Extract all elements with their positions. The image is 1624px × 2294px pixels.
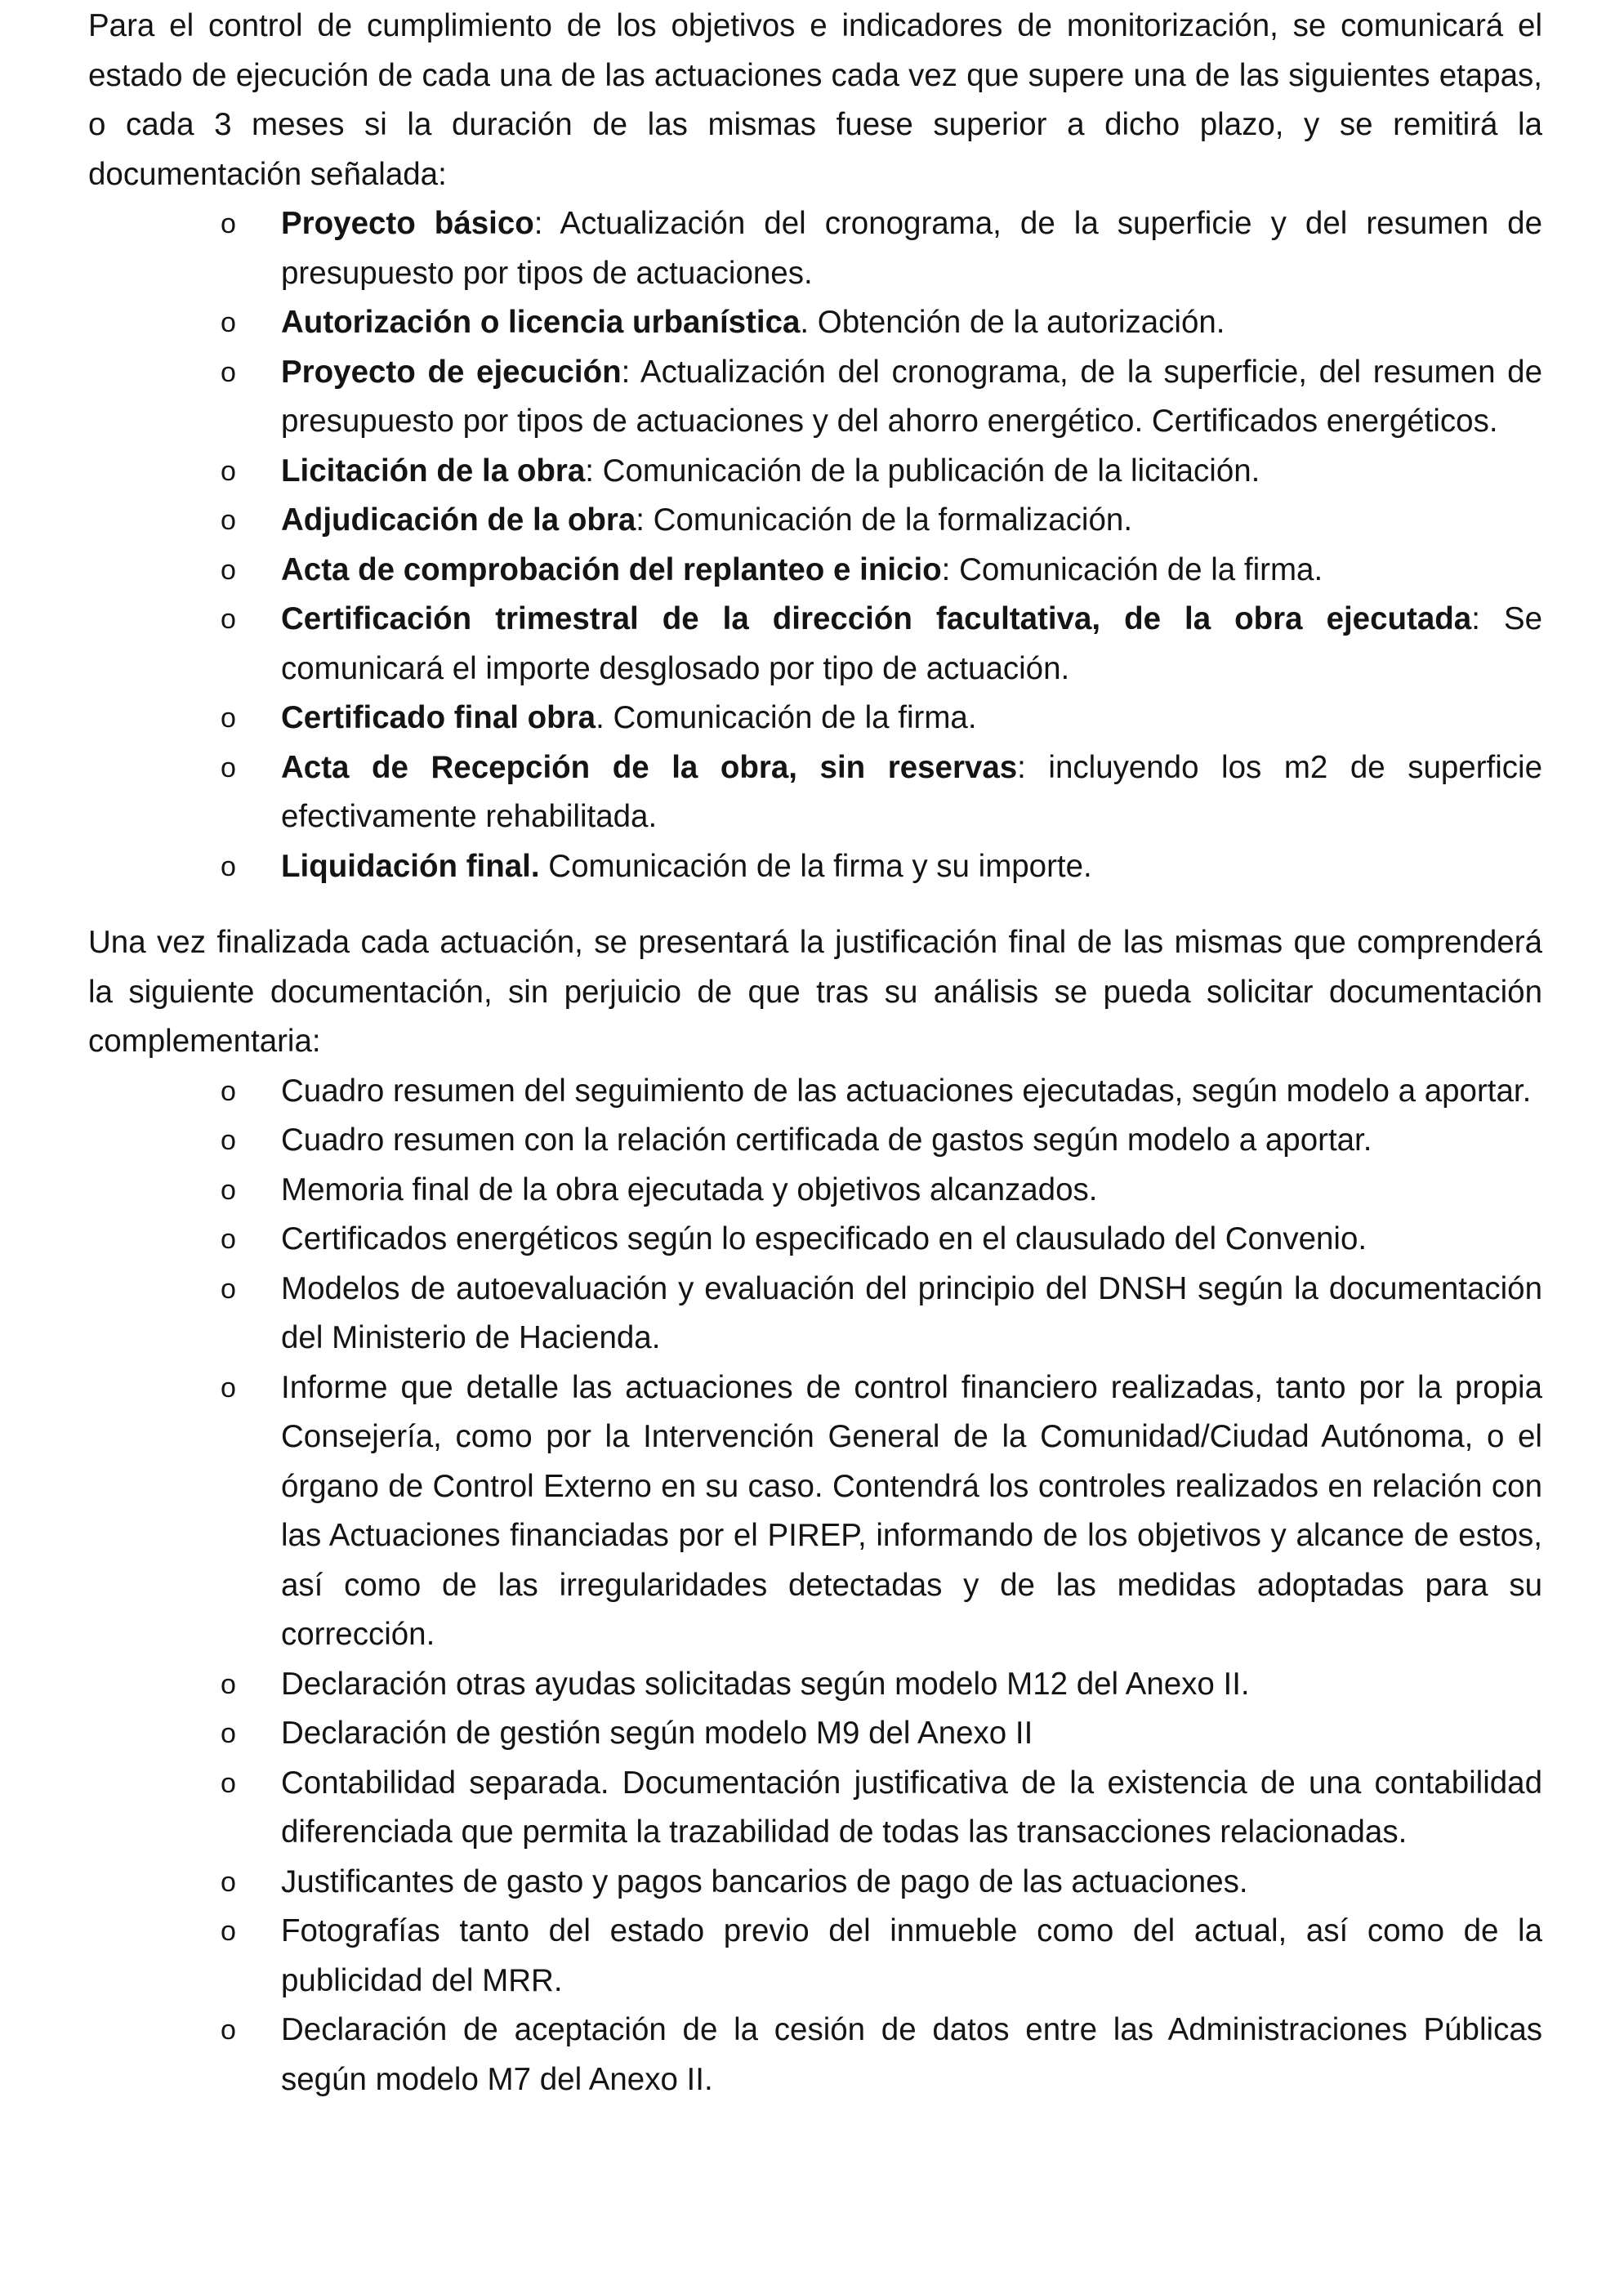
bullet-marker: o xyxy=(221,1372,236,1404)
documents-list xyxy=(88,1067,1542,2105)
bullet-marker: o xyxy=(221,554,236,586)
stage-title: Acta de Recepción de la obra, sin reservas xyxy=(281,749,1018,785)
bullet-marker: o xyxy=(221,1125,236,1156)
bullet-marker: o xyxy=(221,1174,236,1206)
bullet-marker: o xyxy=(221,1767,236,1799)
justification-intro-paragraph: Una vez finalizada cada actuación, se presentará la justificación final de las mismas que comprenderá la siguiente documentación, sin perjuicio de que tras su análisis se pueda solicitar documentación complementaria: xyxy=(88,925,1542,1059)
list-item xyxy=(88,1067,1542,1117)
bullet-marker: o xyxy=(221,1718,236,1749)
bullet-marker: o xyxy=(221,1075,236,1107)
list-item xyxy=(88,694,1542,743)
document-text: Declaración otras ayudas solicitadas según modelo M12 del Anexo II. xyxy=(281,1666,1250,1702)
document-text: Cuadro resumen del seguimiento de las actuaciones ejecutadas, según modelo a aportar. xyxy=(281,1073,1532,1109)
stage-title: Proyecto básico xyxy=(281,206,534,241)
bullet-marker: o xyxy=(221,850,236,882)
bullet-marker: o xyxy=(221,703,236,734)
list-item xyxy=(88,199,1542,298)
bullet-marker: o xyxy=(221,752,236,783)
document-text: Declaración de aceptación de la cesión de datos entre las Administraciones Públicas según modelo M7 del Anexo II. xyxy=(281,2012,1542,2097)
bullet-marker: o xyxy=(221,356,236,388)
list-item xyxy=(88,1907,1542,2006)
document-text: Certificados energéticos según lo especificado en el clausulado del Convenio. xyxy=(281,1221,1367,1256)
stage-text: . Obtención de la autorización. xyxy=(800,305,1225,340)
list-item xyxy=(88,546,1542,596)
list-item xyxy=(88,2006,1542,2104)
bullet-marker: o xyxy=(221,1668,236,1700)
list-item xyxy=(88,1660,1542,1710)
list-item xyxy=(88,1363,1542,1660)
document-text: Cuadro resumen con la relación certificada de gastos según modelo a aportar. xyxy=(281,1122,1372,1158)
list-item xyxy=(88,743,1542,842)
bullet-marker: o xyxy=(221,455,236,487)
document-page xyxy=(88,0,1542,2104)
stage-text: : Actualización del cronograma, de la superficie y del resumen de presupuesto por tipos de actuaciones. xyxy=(281,206,1542,291)
list-item xyxy=(88,1759,1542,1858)
stage-title: Acta de comprobación del replanteo e inicio xyxy=(281,551,942,587)
bullet-marker: o xyxy=(221,604,236,635)
bullet-marker: o xyxy=(221,307,236,338)
stage-title: Liquidación final. xyxy=(281,848,540,884)
bullet-marker: o xyxy=(221,1866,236,1898)
stage-title: Certificado final obra xyxy=(281,700,596,735)
stage-text: : Comunicación de la formalización. xyxy=(636,502,1133,538)
document-text: Declaración de gestión según modelo M9 del Anexo II xyxy=(281,1716,1033,1751)
list-item xyxy=(88,496,1542,546)
stage-text: . Comunicación de la firma. xyxy=(596,700,977,735)
document-text: Memoria final de la obra ejecutada y objetivos alcanzados. xyxy=(281,1172,1098,1207)
stage-text: : Actualización del cronograma, de la superficie, del resumen de presupuesto por tipos de actuaciones y del ahorro energético. Certificados energéticos. xyxy=(281,354,1542,439)
stage-title: Licitación de la obra xyxy=(281,453,586,489)
document-text: Contabilidad separada. Documentación justificativa de la existencia de una contabilidad diferenciada que permita la trazabilidad de todas las transacciones relacionadas. xyxy=(281,1765,1542,1850)
stage-text: : Comunicación de la publicación de la licitación. xyxy=(585,453,1260,489)
stage-text: Comunicación de la firma y su importe. xyxy=(539,848,1092,884)
document-text: Justificantes de gasto y pagos bancarios de pago de las actuaciones. xyxy=(281,1863,1248,1899)
document-text: Fotografías tanto del estado previo del inmueble como del actual, así como de la publicidad del MRR. xyxy=(281,1913,1542,1998)
stage-text: : Comunicación de la firma. xyxy=(941,551,1323,587)
list-item xyxy=(88,1709,1542,1759)
list-item xyxy=(88,298,1542,348)
stage-title: Proyecto de ejecución xyxy=(281,354,622,390)
bullet-marker: o xyxy=(221,208,236,239)
list-item xyxy=(88,1858,1542,1908)
list-item xyxy=(88,1265,1542,1363)
stages-list xyxy=(88,199,1542,891)
list-item xyxy=(88,595,1542,694)
list-item xyxy=(88,1116,1542,1166)
list-item xyxy=(88,1215,1542,1265)
bullet-marker: o xyxy=(221,1273,236,1305)
stage-text: : incluyendo los m2 de superficie efectivamente rehabilitada. xyxy=(281,749,1542,834)
bullet-marker: o xyxy=(221,1916,236,1947)
document-text: Informe que detalle las actuaciones de control financiero realizadas, tanto por la propia Consejería, como por la Intervención General de la Comunidad/Ciudad Autónoma, o el órgano de Control Externo en su caso. Contendrá los controles realizados en relación con las Actuaciones financiadas por el PIREP, informando de los objetivos y alcance de estos, así como de las irregularidades detectadas y de las medidas adoptadas para su corrección. xyxy=(281,1369,1542,1652)
monitoring-intro-paragraph: Para el control de cumplimiento de los objetivos e indicadores de monitorización, se comunicará el estado de ejecución de cada una de las actuaciones cada vez que supere una de las siguientes etapas, o cada 3 meses si la duración de las mismas fuese superior a dicho plazo, y se remitirá la documentación señalada: xyxy=(88,8,1542,192)
stage-title: Certificación trimestral de la dirección facultativa, de la obra ejecutada xyxy=(281,601,1472,636)
stage-text: : Se comunicará el importe desglosado por tipo de actuación. xyxy=(281,601,1542,686)
bullet-marker: o xyxy=(221,1224,236,1255)
stage-title: Adjudicación de la obra xyxy=(281,502,636,538)
list-item xyxy=(88,1166,1542,1216)
document-text: Modelos de autoevaluación y evaluación del principio del DNSH según la documentación del Ministerio de Hacienda. xyxy=(281,1270,1542,1355)
list-item xyxy=(88,348,1542,447)
stage-title: Autorización o licencia urbanística xyxy=(281,305,801,340)
bullet-marker: o xyxy=(221,505,236,536)
list-item xyxy=(88,447,1542,497)
bullet-marker: o xyxy=(221,2015,236,2046)
list-item xyxy=(88,842,1542,892)
